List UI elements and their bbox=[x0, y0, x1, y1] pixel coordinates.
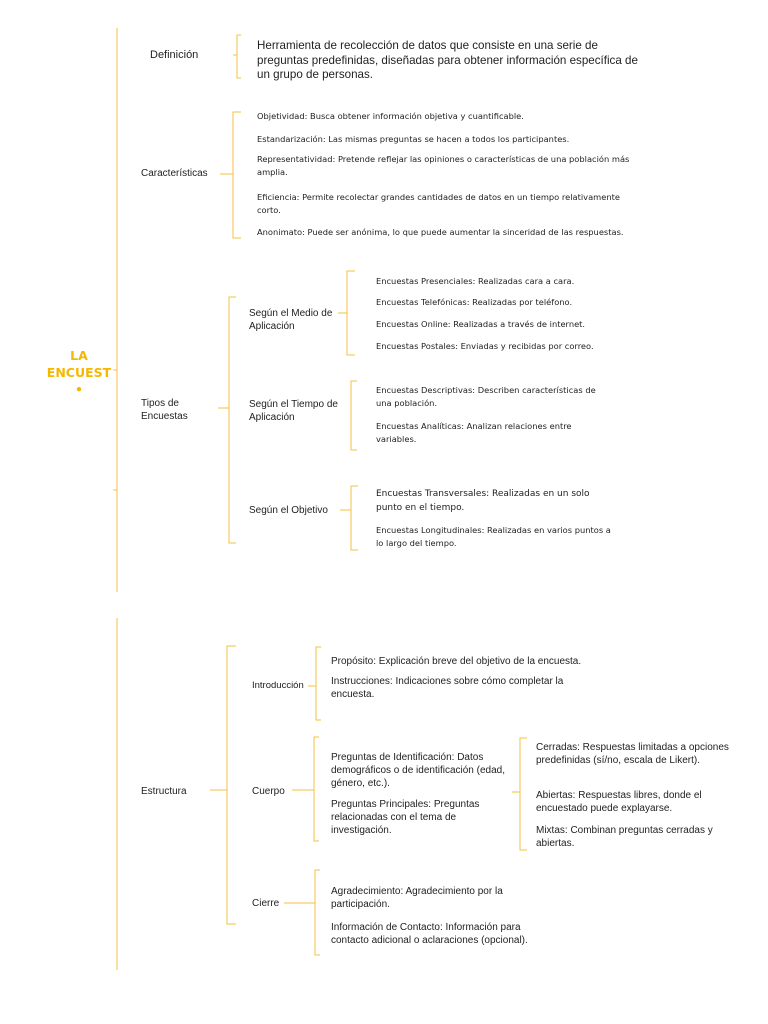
introduccion-item: Instrucciones: Indicaciones sobre cómo completar la encuesta. bbox=[331, 676, 564, 700]
cierre-label: Cierre bbox=[252, 898, 280, 909]
definicion-text: Herramienta de recolección de datos que consiste en una serie de preguntas predefinidas, diseñadas para obtener información específica de un grupo de personas. bbox=[257, 39, 638, 82]
cuerpo-item: Preguntas de Identificación: Datos demográficos o de identificación (edad, género, etc.). bbox=[331, 752, 505, 789]
objetivo-item: Encuestas Longitudinales: Realizadas en varios puntos a lo largo del tiempo. bbox=[376, 525, 611, 549]
caracteristica-item: Eficiencia: Permite recolectar grandes cantidades de datos en un tiempo relativamente corto. bbox=[257, 192, 620, 216]
tiempo-item: Encuestas Descriptivas: Describen características de una población. bbox=[376, 385, 596, 409]
caracteristica-item: Objetividad: Busca obtener información objetiva y cuantificable. bbox=[257, 111, 524, 121]
cuerpo-label: Cuerpo bbox=[252, 786, 285, 797]
objetivo-item: Encuestas Transversales: Realizadas en un solo punto en el tiempo. bbox=[376, 489, 590, 513]
tiempo-item: Encuestas Analíticas: Analizan relaciones entre variables. bbox=[376, 421, 572, 445]
tiempo-label: Según el Tiempo de Aplicación bbox=[249, 399, 338, 423]
cuerpo-subitem: Cerradas: Respuestas limitadas a opciones predefinidas (sí/no, escala de Likert). bbox=[536, 742, 729, 766]
introduccion-label: Introducción bbox=[252, 680, 304, 691]
definicion-label: Definición bbox=[150, 49, 199, 61]
caracteristica-item: Anonimato: Puede ser anónima, lo que puede aumentar la sinceridad de las respuestas. bbox=[257, 227, 624, 237]
objetivo-label: Según el Objetivo bbox=[249, 505, 328, 516]
medio-item: Encuestas Telefónicas: Realizadas por teléfono. bbox=[376, 297, 573, 307]
cuerpo-subitem: Abiertas: Respuestas libres, donde el encuestado puede explayarse. bbox=[536, 790, 702, 814]
introduccion-item: Propósito: Explicación breve del objetivo de la encuesta. bbox=[331, 656, 582, 667]
caracteristica-item: Estandarización: Las mismas preguntas se hacen a todos los participantes. bbox=[257, 134, 570, 144]
map-title: LA ENCUEST • bbox=[46, 348, 112, 397]
tipos-label: Tipos de Encuestas bbox=[141, 398, 188, 422]
caracteristica-item: Representatividad: Pretende reflejar las opiniones o características de una población más amplia. bbox=[257, 154, 630, 178]
medio-label: Según el Medio de Aplicación bbox=[249, 308, 333, 332]
estructura-label: Estructura bbox=[141, 786, 187, 797]
cuerpo-item: Preguntas Principales: Preguntas relacionadas con el tema de investigación. bbox=[331, 799, 480, 836]
medio-item: Encuestas Postales: Enviadas y recibidas por correo. bbox=[376, 341, 594, 351]
medio-item: Encuestas Online: Realizadas a través de internet. bbox=[376, 319, 586, 329]
cierre-item: Agradecimiento: Agradecimiento por la participación. bbox=[331, 886, 503, 910]
cuerpo-subitem: Mixtas: Combinan preguntas cerradas y abiertas. bbox=[536, 825, 713, 849]
cierre-item: Información de Contacto: Información para contacto adicional o aclaraciones (opcional). bbox=[331, 922, 528, 946]
caracteristicas-label: Características bbox=[141, 168, 208, 179]
medio-item: Encuestas Presenciales: Realizadas cara a cara. bbox=[376, 276, 575, 286]
